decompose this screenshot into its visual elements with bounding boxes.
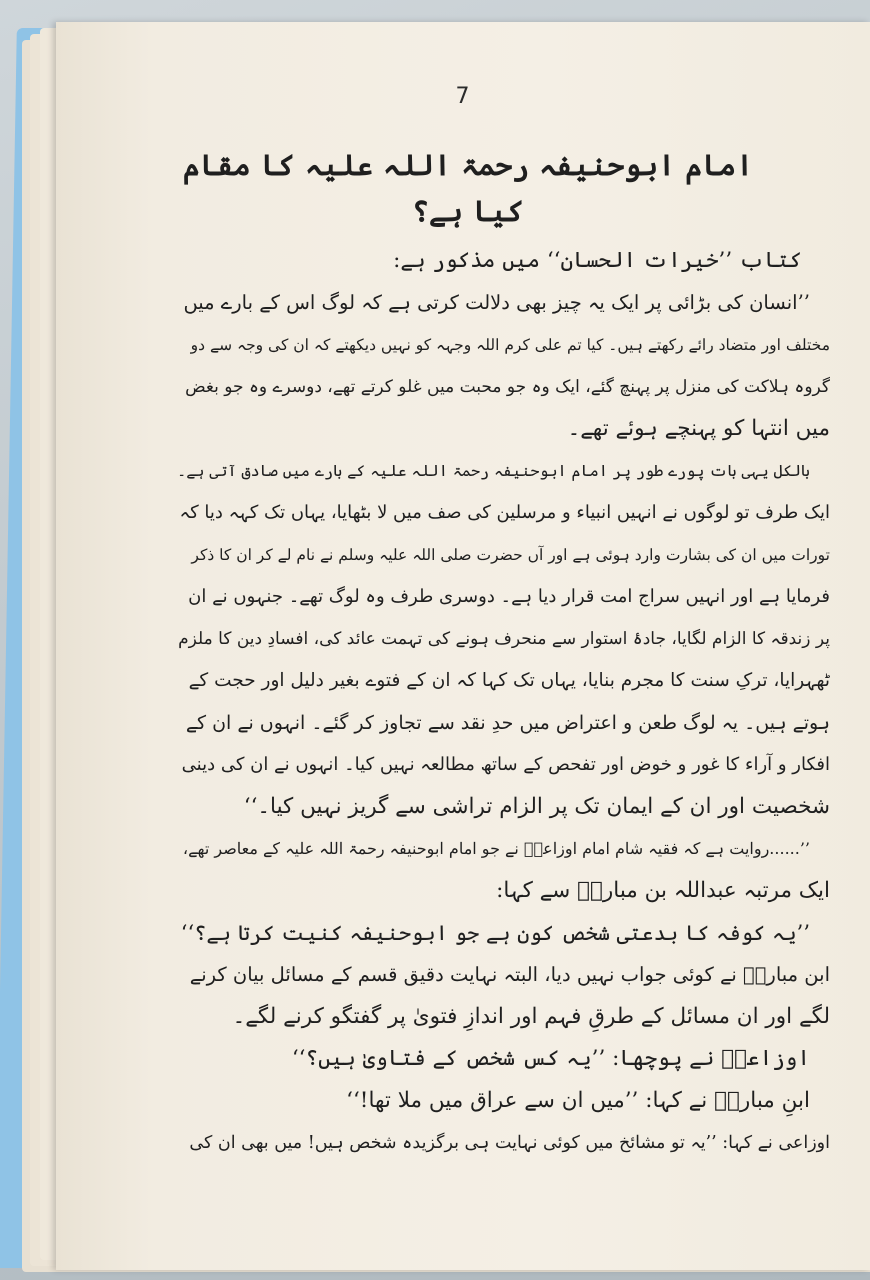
text-line: لگے اور ان مسائل کے طرقِ فہم اور اندازِ فتویٰ پر گفتگو کرنے لگے۔ <box>232 1004 830 1029</box>
text-line: میں انتہا کو پہنچے ہوئے تھے۔ <box>567 416 830 441</box>
text-line: شخصیت اور ان کے ایمان تک پر الزام تراشی سے گریز نہیں کیا۔‘‘ <box>243 794 830 819</box>
text-line: اوزاعی نے کہا: ’’یہ تو مشائخ میں کوئی نہایت ہی برگزیدہ شخص ہیں! میں بھی ان کی <box>189 1133 830 1153</box>
chapter-title: امام ابوحنیفہ رحمۃ اللہ علیہ کا مقام کیا ہے؟ <box>182 148 754 228</box>
text-line: ابنِ مبارکؒ نے کہا: ’’میں ان سے عراق میں ملا تھا!‘‘ <box>346 1088 810 1113</box>
text-line: ’’......روایت ہے کہ فقیہ شام امام اوزاعیؒ نے جو امام ابوحنیفہ رحمۃ اللہ علیہ کے معاصر تھے، <box>182 839 810 858</box>
text-line: ہوتے ہیں۔ یہ لوگ طعن و اعتراض میں حدِ نقد سے تجاوز کر گئے۔ انہوں نے ان کے <box>185 712 830 734</box>
text-line: گروہ ہلاکت کی منزل پر پہنچ گئے، ایک وہ جو محبت میں غلو کرتے تھے، دوسرے وہ جو بغض <box>185 377 830 397</box>
text-line: ’’انسان کی بڑائی پر ایک یہ چیز بھی دلالت کرتی ہے کہ لوگ اس کے بارے میں <box>183 291 810 314</box>
text-line: تورات میں ان کی بشارت وارد ہوئی ہے اور آں حضرت صلی اللہ علیہ وسلم نے نام لے کر ان کا ذکر <box>191 546 830 564</box>
text-line: ایک مرتبہ عبداللہ بن مبارکؒ سے کہا: <box>496 878 830 903</box>
text-line: بالکل یہی بات پورے طور پر امام ابوحنیفہ رحمۃ اللہ علیہ کے بارے میں صادق آتی ہے۔ <box>177 462 810 480</box>
text-line: مختلف اور متضاد رائے رکھتے ہیں۔ کیا تم علی کرم اللہ وجہہ کو نہیں دیکھتے کہ ان کی وجہ سے دو <box>190 336 830 354</box>
text-line: ٹھہرایا، ترکِ سنت کا مجرم بنایا، یہاں تک کہا کہ ان کے فتوے بغیر دلیل اور حجت کے <box>188 670 830 691</box>
text-line: ’’یہ کوفہ کا بدعتی شخص کون ہے جو ابوحنیفہ کنیت کرتا ہے؟‘‘ <box>180 921 810 945</box>
page-text <box>176 142 830 1164</box>
text-line: پر زندقہ کا الزام لگایا، جادۂ استوار سے منحرف ہونے کی تہمت عائد کی، افسادِ دین کا ملزم <box>178 629 830 649</box>
page-number: 7 <box>455 84 471 109</box>
text-line: ابن مبارکؒ نے کوئی جواب نہیں دیا، البتہ نہایت دقیق قسم کے مسائل بیان کرنے <box>189 963 830 986</box>
text-line: ایک طرف تو لوگوں نے انہیں انبیاء و مرسلین کی صف میں لا بٹھایا، یہاں تک کہہ دیا کہ <box>179 502 830 523</box>
text-line: اوزاعیؒ نے پوچھا: ’’یہ کس شخص کے فتاویٰ ہیں؟‘‘ <box>291 1046 810 1071</box>
text-line: افکار و آراء کا غور و خوض اور تفحص کے ساتھ مطالعہ نہیں کیا۔ انہوں نے ان کی دینی <box>181 754 830 775</box>
book-page <box>56 22 870 1270</box>
text-line: کتاب ’’خیرات الحسان‘‘ میں مذکور ہے: <box>393 248 802 273</box>
text-line: فرمایا ہے اور انہیں سراج امت قرار دیا ہے۔ دوسری طرف وہ لوگ تھے۔ جنہوں نے ان <box>188 586 830 607</box>
